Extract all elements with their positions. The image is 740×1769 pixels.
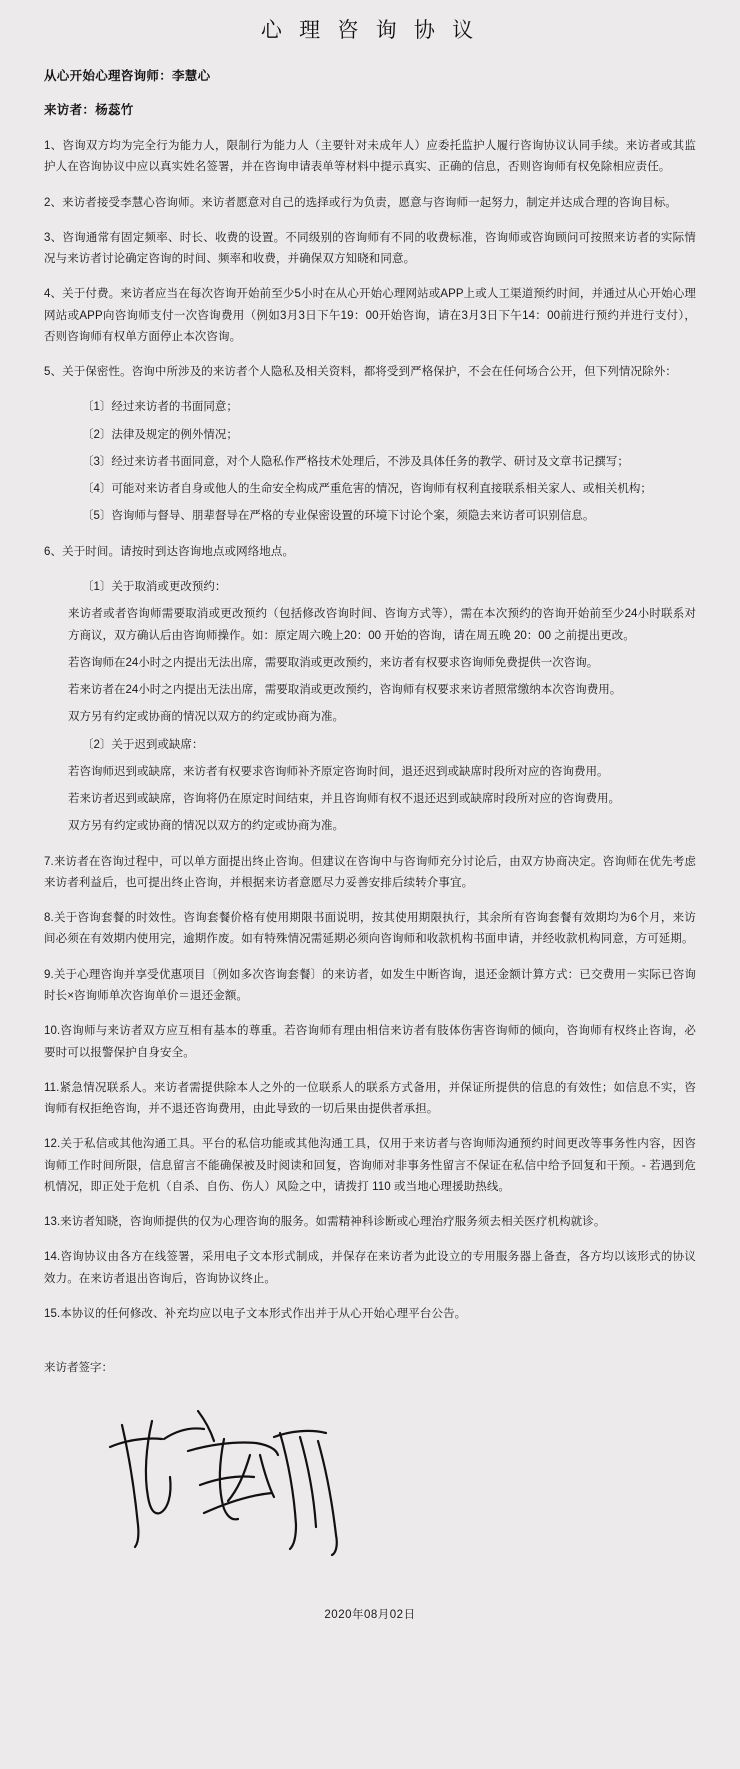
clause-5: 5、关于保密性。咨询中所涉及的来访者个人隐私及相关资料，都将受到严格保护，不会在任何场合公开，但下列情况除外： [44, 366, 677, 379]
confidentiality-item-3: 〔3〕经过来访者书面同意，对个人隐私作严格技术处理后，不涉及具体任务的教学、研讨及文章书记撰写； [82, 455, 629, 468]
confidentiality-item-2: 〔2〕法律及规定的例外情况； [82, 428, 238, 441]
confidentiality-item-1: 〔1〕经过来访者的书面同意； [82, 401, 238, 414]
time-sub2-item-1: 若咨询师迟到或缺席，来访者有权要求咨询师补齐原定咨询时间，退还迟到或缺席时段所对应的咨询费用。 [68, 765, 609, 778]
clause-1: 1、咨询双方均为完全行为能力人，限制行为能力人（主要针对未成年人）应委托监护人履行咨询协议认同手续。来访者或其监护人在咨询协议中应以真实姓名签署，并在咨询申请表单等材料中提示真实、正确的信息，否则咨询师有权免除相应责任。 [44, 140, 696, 174]
counselor-line: 从心开始心理咨询师：李慧心 [44, 69, 211, 83]
signature-label: 来访者签字： [44, 1362, 113, 1375]
time-sub1-item-1: 来访者或者咨询师需要取消或更改预约（包括修改咨询时间、咨询方式等），需在本次预约的咨询开始前至少24小时联系对方商议，双方确认后由咨询师操作。如：原定周六晚上20：00 开始的咨询，请在周五晚 20：00 之前提出更改。 [68, 608, 696, 642]
clause-14: 14.咨询协议由各方在线签署，采用电子文本形式制成，并保存在来访者为此设立的专用服务器上备查，各方均以该形式的协议效力。在来访者退出咨询后，咨询协议终止。 [44, 1251, 696, 1285]
clause-4: 4、关于付费。来访者应当在每次咨询开始前至少5小时在从心开始心理网站或APP上或人工渠道预约时间，并通过从心开始心理网站或APP向咨询师支付一次咨询费用（例如3月3日下午19：00开始咨询，请在3月3日下午14：00前进行预约并进行支付），否则咨询师有权单方面停止本次咨询。 [44, 288, 696, 343]
confidentiality-item-5: 〔5〕咨询师与督导、朋辈督导在严格的专业保密设置的环境下讨论个案，须隐去来访者可识别信息。 [82, 510, 595, 523]
time-sub1-item-4: 双方另有约定或协商的情况以双方的约定或协商为准。 [68, 711, 344, 724]
clause-7: 7.来访者在咨询过程中，可以单方面提出终止咨询。但建议在咨询中与咨询师充分讨论后，由双方协商决定。咨询师在优先考虑来访者利益后，也可提出终止咨询，并根据来访者意愿尽力妥善安排后续转介事宜。 [44, 855, 696, 889]
clause-9: 9.关于心理咨询并享受优惠项目〔例如多次咨询套餐〕的来访者，如发生中断咨询，退还金额计算方式：已交费用－实际已咨询时长×咨询师单次咨询单价＝退还金额。 [44, 968, 696, 1002]
clause-13: 13.来访者知晓，咨询师提供的仅为心理咨询的服务。如需精神科诊断或心理治疗服务须去相关医疗机构就诊。 [44, 1216, 606, 1229]
clause-11: 11.紧急情况联系人。来访者需提供除本人之外的一位联系人的联系方式备用，并保证所提供的信息的有效性；如信息不实，咨询师有权拒绝咨询，并不退还咨询费用，由此导致的一切后果由提供者承担。 [44, 1081, 696, 1116]
signature-area [44, 1381, 696, 1566]
time-sub2-item-2: 若来访者迟到或缺席，咨询将仍在原定时间结束，并且咨询师有权不退还迟到或缺席时段所对应的咨询费用。 [68, 793, 620, 806]
clause-2: 2、来访者接受李慧心咨询师。来访者愿意对自己的选择或行为负责，愿意与咨询师一起努力，制定并达成合理的咨询目标。 [44, 196, 677, 209]
handwritten-signature-icon [104, 1385, 404, 1560]
clause-15: 15.本协议的任何修改、补充均应以电子文本形式作出并于从心开始心理平台公告。 [44, 1307, 467, 1320]
clause-6: 6、关于时间。请按时到达咨询地点或网络地点。 [44, 545, 295, 558]
page-title: 心 理 咨 询 协 议 [260, 18, 480, 42]
clause-10: 10.咨询师与来访者双方应互相有基本的尊重。若咨询师有理由相信来访者有肢体伤害咨询师的倾向，咨询师有权终止咨询，必要时可以报警保护自身安全。 [44, 1025, 696, 1059]
time-sub2-head: 〔2〕关于迟到或缺席： [82, 738, 204, 751]
time-sub1-item-2: 若咨询师在24小时之内提出无法出席，需要取消或更改预约，来访者有权要求咨询师免费提供一次咨询。 [68, 656, 599, 669]
time-sub1-head: 〔1〕关于取消或更改预约： [82, 580, 227, 593]
clause-8: 8.关于咨询套餐的时效性。咨询套餐价格有使用期限书面说明，按其使用期限执行，其余所有咨询套餐有效期均为6个月，来访间必须在有效期内使用完，逾期作废。如有特殊情况需延期必须向咨询师和收款机构书面申请，并经收款机构同意，方可延期。 [44, 912, 696, 946]
confidentiality-item-4: 〔4〕可能对来访者自身或他人的生命安全构成严重危害的情况，咨询师有权利直接联系相关家人、或相关机构； [82, 483, 652, 496]
time-sub1-item-3: 若来访者在24小时之内提出无法出席，需要取消或更改预约，咨询师有权要求来访者照常缴纳本次咨询费用。 [68, 684, 622, 697]
time-sub2-item-3: 双方另有约定或协商的情况以双方的约定或协商为准。 [68, 820, 344, 833]
client-line: 来访者：杨蕊竹 [44, 103, 134, 117]
document-date: 2020年08月02日 [324, 1609, 416, 1622]
clause-12: 12.关于私信或其他沟通工具。平台的私信功能或其他沟通工具，仅用于来访者与咨询师沟通预约时间更改等事务性内容，因咨询师工作时间所限，信息留言不能确保被及时阅读和回复，咨询师对非事务性留言不保证在私信中给予回复和干预。- 若遇到危机情况，即正处于危机（自杀、自伤、伤人）风险之中，请拨打 110 或当地心理援助热线。 [44, 1138, 696, 1193]
clause-3: 3、咨询通常有固定频率、时长、收费的设置。不同级别的咨询师有不同的收费标准，咨询师或咨询顾问可按照来访者的实际情况与来访者讨论确定咨询的时间、频率和收费，并确保双方知晓和同意。 [44, 231, 696, 266]
